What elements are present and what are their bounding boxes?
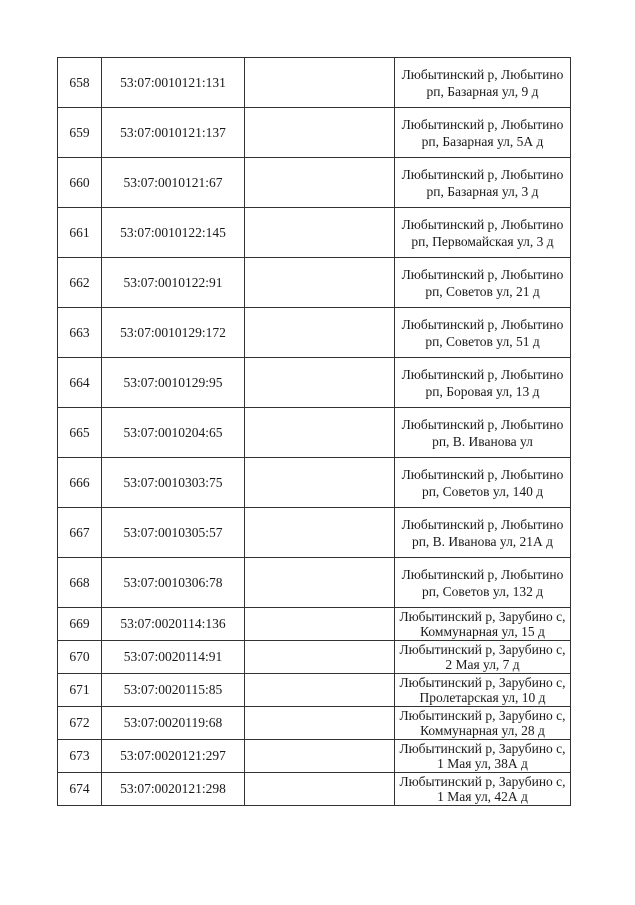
address-cell (395, 608, 571, 641)
address-line-1: Любытинский р, Зарубино с, (399, 773, 566, 789)
empty-cell (245, 408, 395, 458)
address-line-1: Любытинский р, Зарубино с, (399, 740, 566, 756)
cadastral-number: 53:07:0020114:136 (102, 608, 245, 641)
address-line-2: 2 Мая ул, 7 д (445, 657, 520, 672)
table-row (58, 773, 571, 806)
row-number: 661 (58, 208, 102, 258)
address-line-1: Любытинский р, Зарубино с, (399, 608, 566, 624)
row-number: 664 (58, 358, 102, 408)
empty-cell (245, 608, 395, 641)
cadastral-number: 53:07:0010204:65 (102, 408, 245, 458)
cadastral-number: 53:07:0010121:131 (102, 58, 245, 108)
cadastral-number: 53:07:0010121:137 (102, 108, 245, 158)
row-number: 659 (58, 108, 102, 158)
row-number: 666 (58, 458, 102, 508)
address-cell (395, 108, 571, 158)
address-line-2: рп, В. Иванова ул (432, 433, 533, 449)
cadastral-number: 53:07:0020114:91 (102, 641, 245, 674)
empty-cell (245, 258, 395, 308)
address-line-2: рп, Советов ул, 132 д (421, 583, 544, 599)
table-row (58, 458, 571, 508)
address-cell (395, 358, 571, 408)
address-line-1: Любытинский р, Зарубино с, (399, 641, 566, 657)
table-row (58, 258, 571, 308)
address-cell (395, 408, 571, 458)
row-number: 669 (58, 608, 102, 641)
address-line-2: рп, Советов ул, 140 д (421, 483, 544, 499)
table-row (58, 358, 571, 408)
table-row (58, 108, 571, 158)
address-cell (395, 508, 571, 558)
address-line-1: Любытинский р, Любытино (401, 366, 564, 382)
table-row (58, 740, 571, 773)
empty-cell (245, 58, 395, 108)
address-line-2: рп, Первомайская ул, 3 д (411, 233, 554, 249)
cadastral-number: 53:07:0010122:145 (102, 208, 245, 258)
row-number: 671 (58, 674, 102, 707)
row-number: 668 (58, 558, 102, 608)
address-line-2: рп, Базарная ул, 9 д (426, 83, 539, 99)
address-line-1: Любытинский р, Зарубино с, (399, 707, 566, 723)
row-number: 673 (58, 740, 102, 773)
table-row (58, 58, 571, 108)
table-row (58, 408, 571, 458)
table-row (58, 308, 571, 358)
address-line-1: Любытинский р, Зарубино с, (399, 674, 566, 690)
address-line-1: Любытинский р, Любытино (401, 266, 564, 282)
cadastral-number: 53:07:0010122:91 (102, 258, 245, 308)
address-line-1: Любытинский р, Любытино (401, 316, 564, 332)
table-row (58, 508, 571, 558)
address-cell (395, 641, 571, 674)
address-line-1: Любытинский р, Любытино (401, 416, 564, 432)
cadastral-number: 53:07:0010305:57 (102, 508, 245, 558)
address-line-2: рп, Советов ул, 21 д (425, 283, 540, 299)
address-line-2: Коммунарная ул, 15 д (420, 624, 545, 639)
address-cell (395, 58, 571, 108)
empty-cell (245, 358, 395, 408)
address-cell (395, 158, 571, 208)
address-line-2: 1 Мая ул, 38А д (437, 756, 528, 771)
empty-cell (245, 208, 395, 258)
row-number: 662 (58, 258, 102, 308)
address-line-1: Любытинский р, Любытино (401, 216, 564, 232)
address-line-2: 1 Мая ул, 42А д (437, 789, 528, 804)
row-number: 658 (58, 58, 102, 108)
address-line-2: рп, В. Иванова ул, 21А д (411, 533, 554, 549)
table-row (58, 208, 571, 258)
table-row (58, 158, 571, 208)
row-number: 667 (58, 508, 102, 558)
address-cell (395, 208, 571, 258)
empty-cell (245, 558, 395, 608)
empty-cell (245, 641, 395, 674)
address-cell (395, 558, 571, 608)
address-line-1: Любытинский р, Любытино (401, 516, 564, 532)
cadastral-number: 53:07:0010303:75 (102, 458, 245, 508)
address-cell (395, 740, 571, 773)
address-line-1: Любытинский р, Любытино (401, 116, 564, 132)
address-line-1: Любытинский р, Любытино (401, 466, 564, 482)
row-number: 660 (58, 158, 102, 208)
property-table (57, 57, 571, 806)
address-line-2: Коммунарная ул, 28 д (420, 723, 545, 738)
cadastral-number: 53:07:0020119:68 (102, 707, 245, 740)
cadastral-number: 53:07:0010306:78 (102, 558, 245, 608)
cadastral-number: 53:07:0020115:85 (102, 674, 245, 707)
empty-cell (245, 508, 395, 558)
empty-cell (245, 458, 395, 508)
address-line-2: рп, Базарная ул, 3 д (426, 183, 539, 199)
address-cell (395, 707, 571, 740)
row-number: 672 (58, 707, 102, 740)
empty-cell (245, 773, 395, 806)
row-number: 674 (58, 773, 102, 806)
address-cell (395, 674, 571, 707)
cadastral-number: 53:07:0020121:297 (102, 740, 245, 773)
address-cell (395, 773, 571, 806)
address-line-1: Любытинский р, Любытино (401, 566, 564, 582)
address-line-1: Любытинский р, Любытино (401, 66, 564, 82)
cadastral-number: 53:07:0010121:67 (102, 158, 245, 208)
table-row (58, 558, 571, 608)
table-row (58, 641, 571, 674)
empty-cell (245, 108, 395, 158)
address-line-1: Любытинский р, Любытино (401, 166, 564, 182)
address-cell (395, 308, 571, 358)
address-line-2: рп, Советов ул, 51 д (425, 333, 540, 349)
empty-cell (245, 674, 395, 707)
table-row (58, 674, 571, 707)
empty-cell (245, 740, 395, 773)
empty-cell (245, 158, 395, 208)
address-cell (395, 258, 571, 308)
address-cell (395, 458, 571, 508)
table-row (58, 608, 571, 641)
empty-cell (245, 707, 395, 740)
empty-cell (245, 308, 395, 358)
row-number: 670 (58, 641, 102, 674)
cadastral-number: 53:07:0010129:172 (102, 308, 245, 358)
cadastral-number: 53:07:0010129:95 (102, 358, 245, 408)
address-line-2: рп, Боровая ул, 13 д (425, 383, 540, 399)
row-number: 663 (58, 308, 102, 358)
cadastral-number: 53:07:0020121:298 (102, 773, 245, 806)
table-row (58, 707, 571, 740)
address-line-2: рп, Базарная ул, 5А д (421, 133, 544, 149)
address-line-2: Пролетарская ул, 10 д (419, 690, 546, 705)
row-number: 665 (58, 408, 102, 458)
